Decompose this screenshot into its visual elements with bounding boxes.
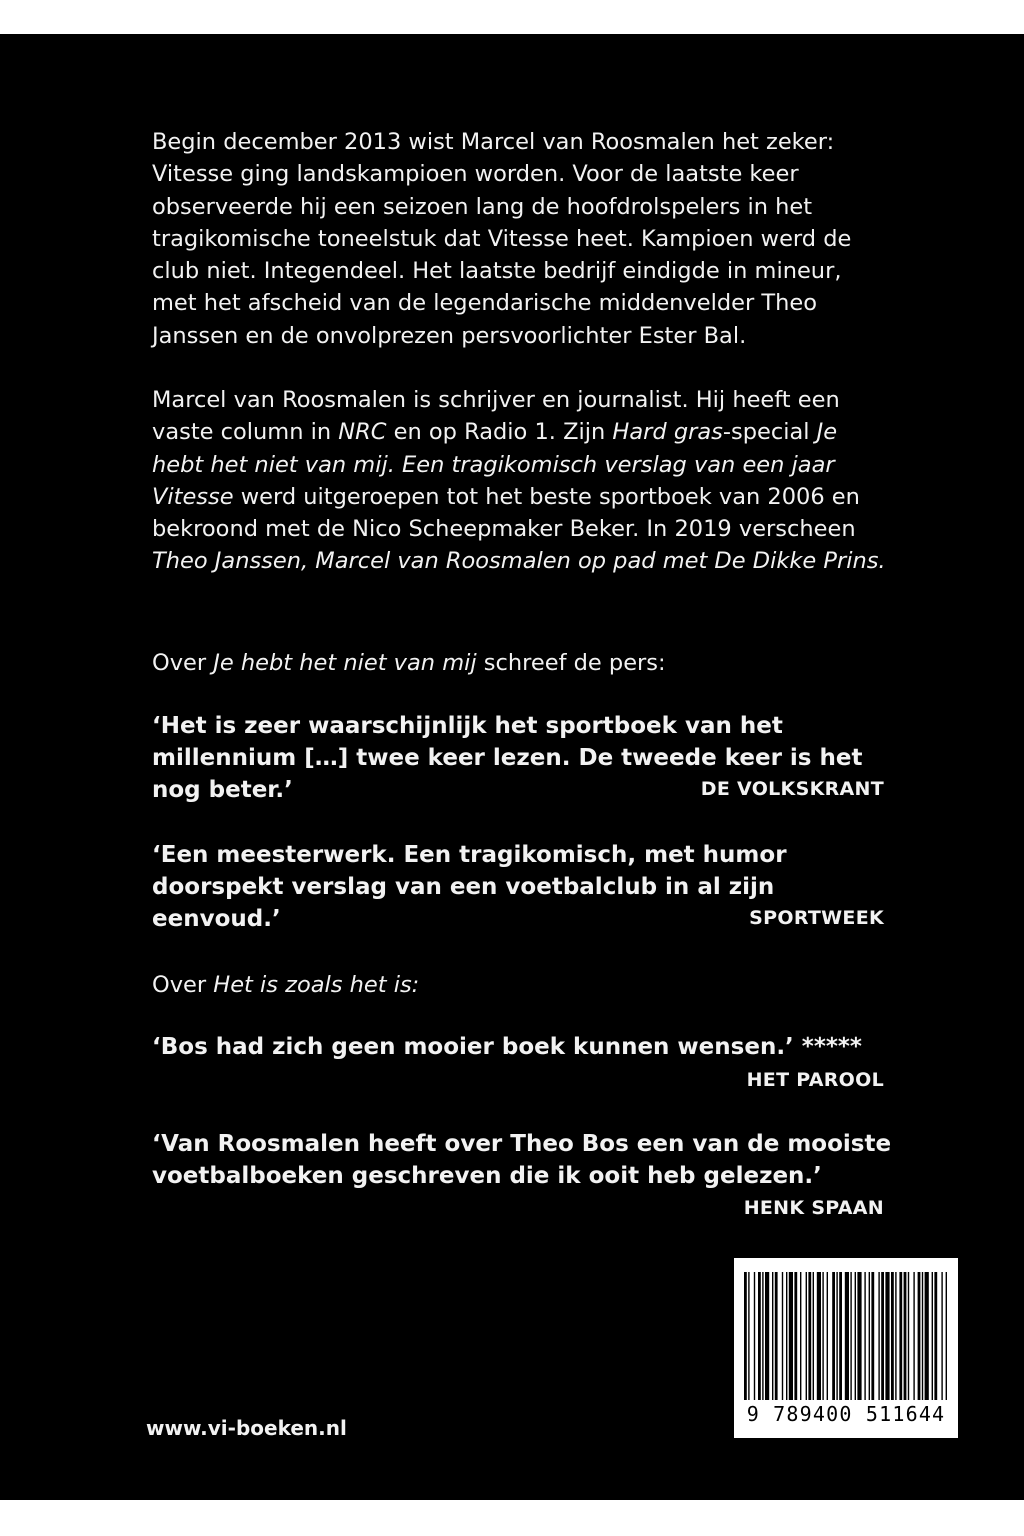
barcode-bar — [885, 1272, 889, 1400]
isbn-number: 9 789400 511644 — [746, 1402, 946, 1426]
barcode-bar — [748, 1272, 749, 1400]
isbn-barcode — [734, 1258, 958, 1438]
barcode-bar — [878, 1272, 879, 1400]
barcode-bar — [857, 1272, 861, 1400]
quote-source: SPORTWEEK — [749, 907, 884, 929]
bio-text: Marcel van Roosmalen is schrijver en journalist. Hij heeft een vaste column in — [152, 387, 840, 446]
barcode-bar — [782, 1272, 783, 1400]
barcode-bar — [758, 1272, 761, 1400]
barcode-bar — [822, 1272, 823, 1400]
barcode-bar — [762, 1272, 763, 1400]
barcode-bar — [934, 1272, 937, 1400]
press-intro — [152, 969, 892, 1001]
bio-text: werd uitgeroepen tot het beste sportboek van 2006 en bekroond met de Nico Scheepmaker Beker. In 2019 verscheen — [152, 483, 860, 543]
barcode-bar — [881, 1272, 884, 1400]
barcode-bar — [775, 1272, 778, 1400]
press-intro-book-title: Je hebt het niet van mij — [213, 650, 477, 676]
quote-source: HENK SPAAN — [743, 1197, 884, 1219]
barcode-bar — [864, 1272, 865, 1400]
press-intro-text: Over — [152, 972, 214, 998]
barcode-bar — [744, 1272, 747, 1400]
barcode-bar — [869, 1272, 870, 1400]
publisher-website[interactable]: www.vi-boeken.nl — [146, 1416, 347, 1440]
barcode-bar — [850, 1272, 851, 1400]
barcode-bars — [742, 1272, 950, 1400]
quote-source: DE VOLKSKRANT — [700, 778, 884, 800]
press-quote: ‘Bos had zich geen mooier boek kunnen wensen.’ ***** — [152, 1034, 862, 1060]
author-bio-paragraph — [152, 384, 892, 578]
book-back-cover — [0, 34, 1024, 1500]
barcode-bar — [922, 1272, 923, 1400]
barcode-bar — [794, 1272, 797, 1400]
bio-text: -special — [722, 419, 817, 446]
press-intro-text: Over — [152, 650, 214, 676]
barcode-bar — [895, 1272, 896, 1400]
bio-book-title: Theo Janssen, Marcel van Roosmalen op pad met De Dikke Prins. — [152, 548, 886, 575]
barcode-bar — [891, 1272, 894, 1400]
barcode-bar — [827, 1272, 828, 1400]
barcode-bar — [904, 1272, 907, 1400]
blurb-paragraph: Begin december 2013 wist Marcel van Roosmalen het zeker: Vitesse ging landskampioen worden. Voor de laatste keer observeerde hij een seizoen lang de hoofdrolspelers in het tragikomische toneelstuk dat Vitesse heet. Kampioen werd de club niet. Integendeel. Het laatste bedrijf eindigde in mineur, met het afscheid van de legendarische middenvelder Theo Janssen en de onvolprezen persvoorlichter Ester Bal. — [152, 129, 852, 349]
bio-text: en op Radio 1. Zijn — [386, 419, 613, 446]
quote-source: HET PAROOL — [746, 1069, 884, 1091]
barcode-bar — [941, 1272, 942, 1400]
barcode-bar — [789, 1272, 793, 1400]
press-quote: ‘Een meesterwerk. Een tragikomisch, met humor doorspekt verslag van een voetbalclub in al zijn eenvoud.’ — [152, 842, 787, 932]
barcode-bar — [765, 1272, 769, 1400]
press-quote: ‘Het is zeer waarschijnlijk het sportboek van het millennium […] twee keer lezen. De tweede keer is het nog beter.’ — [152, 713, 863, 803]
barcode-bar — [808, 1272, 811, 1400]
press-intro — [152, 647, 892, 679]
barcode-bar — [871, 1272, 874, 1400]
press-intro-book-title: Het is zoals het is: — [213, 972, 420, 998]
bio-book-title: Je hebt het niet van mij. Een tragikomisch verslag van een jaar Vitesse — [152, 419, 838, 510]
barcode-bar — [772, 1272, 773, 1400]
barcode-bar — [786, 1272, 787, 1400]
barcode-bar — [913, 1272, 914, 1400]
bio-newspaper: NRC — [338, 419, 387, 446]
barcode-bar — [806, 1272, 807, 1400]
barcode-bar — [946, 1272, 947, 1400]
barcode-bar — [832, 1272, 835, 1400]
press-quote: ‘Van Roosmalen heeft over Theo Bos een van de mooiste voetbalboeken geschreven die ik ooit heb gelezen.’ — [152, 1131, 892, 1189]
barcode-bar — [845, 1272, 849, 1400]
barcode-bar — [855, 1272, 856, 1400]
barcode-bar — [932, 1272, 933, 1400]
barcode-bar — [836, 1272, 837, 1400]
barcode-bar — [925, 1272, 929, 1400]
barcode-bar — [800, 1272, 801, 1400]
barcode-bar — [817, 1272, 821, 1400]
barcode-bar — [813, 1272, 814, 1400]
barcode-bar — [918, 1272, 921, 1400]
barcode-bar — [839, 1272, 842, 1400]
barcode-bar — [908, 1272, 909, 1400]
barcode-bar — [754, 1272, 755, 1400]
press-intro-text: schreef de pers: — [476, 650, 666, 676]
bio-magazine: Hard gras — [612, 419, 723, 446]
barcode-bar — [899, 1272, 902, 1400]
